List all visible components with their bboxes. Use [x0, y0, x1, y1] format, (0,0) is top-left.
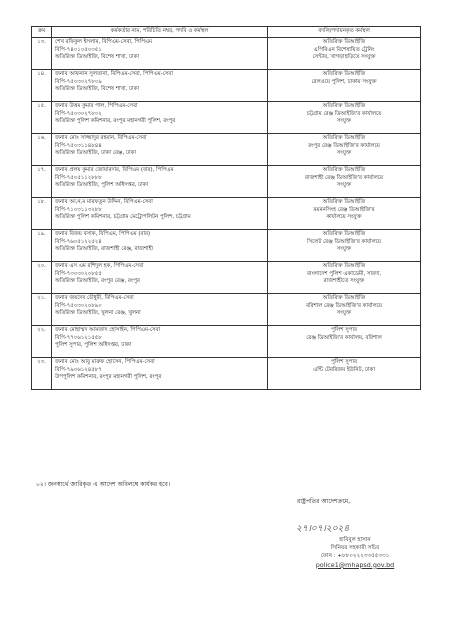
posting-line: সংযুক্ত: [336, 182, 352, 189]
row-officer-details: [52, 230, 268, 262]
officer-detail-line: জনাব আফনান সুলতানা, বিপিএম-সেবা, পিপিএম-সেবা: [55, 71, 173, 77]
officer-detail-line: জনাব বিজয় বসাক, বিপিএম, পিপিএম (বার): [55, 231, 151, 237]
table-row: [32, 326, 421, 358]
row-serial: ১৮.: [32, 198, 52, 230]
officer-detail-line: জনাব এস এম রশিদুল হক, পিপিএম-সেবা: [55, 263, 144, 269]
posting-line: রাজশাহীতে সংযুক্ত: [323, 278, 365, 285]
officer-detail-line: বিপি-৭৫০৩০২৭৮০২: [55, 110, 102, 117]
row-officer-details: [52, 134, 268, 166]
table-row: [32, 294, 421, 326]
row-posting: [268, 262, 421, 294]
row-posting: [268, 198, 421, 230]
posting-line: ময়মনসিংহ রেঞ্জ ডিআইজি'র: [313, 206, 375, 213]
posting-line: অতিরিক্ত ডিআইজি: [322, 199, 366, 205]
row-officer-details: [52, 70, 268, 102]
signatory-name: হাবিবুল হাসান: [339, 537, 371, 543]
signatory-email[interactable]: police1@mhapsd.gov.bd: [315, 560, 395, 569]
posting-line: অতিরিক্ত ডিআইজি: [322, 263, 366, 269]
posting-line: সেন্টার, খাগড়াছড়িতে সংযুক্ত: [312, 54, 376, 61]
table-row: [32, 358, 421, 390]
row-posting: [268, 294, 421, 326]
officer-detail-line: জনাব মোহাম্মদ আমজাদ হোসাইন, পিপিএম-সেবা: [55, 327, 161, 333]
officer-detail-line: বিপি-৭৩০৩০২০৮৫৫: [55, 270, 102, 277]
row-serial: ১৫.: [32, 102, 52, 134]
officer-detail-line: শেখ রফিকুল ইসলাম, বিপিএম-সেবা, পিপিএম: [55, 39, 152, 45]
row-officer-details: [52, 38, 268, 70]
posting-line: অতিরিক্ত ডিআইজি: [322, 135, 366, 141]
posting-line: অতিরিক্ত ডিআইজি: [322, 103, 366, 109]
signature-block: [290, 526, 420, 570]
officer-detail-line: বিপি-৭৯০৬১২৪৫৮৭: [55, 366, 102, 373]
posting-line: অতিরিক্ত ডিআইজি: [322, 295, 366, 301]
posting-line: পুলিশ সুপার: [331, 327, 357, 333]
row-officer-details: [52, 358, 268, 390]
officer-detail-line: বিপি-৭৭০৬১২১৫৫৮: [55, 334, 102, 341]
row-posting: [268, 134, 421, 166]
row-officer-details: [52, 198, 268, 230]
posting-line: অতিরিক্ত ডিআইজি: [322, 231, 366, 237]
officer-detail-line: জনাব উত্তম কুমার পাল, পিপিএম-সেবা: [55, 103, 138, 109]
header-serial: ক্রম: [32, 27, 52, 38]
posting-line: অতিরিক্ত ডিআইজি: [322, 167, 366, 173]
posting-line: সংযুক্ত: [336, 246, 352, 253]
row-serial: ১৯.: [32, 230, 52, 262]
officer-detail-line: অতিরিক্ত ডিআইজি, ঢাকা রেঞ্জ, ঢাকা: [55, 150, 136, 157]
row-serial: ২৩.: [32, 358, 52, 390]
row-posting: [268, 38, 421, 70]
row-officer-details: [52, 102, 268, 134]
posting-line: সংযুক্ত: [336, 150, 352, 157]
row-serial: ১৬.: [32, 134, 52, 166]
table-row: [32, 70, 421, 102]
officer-detail-line: অতিরিক্ত পুলিশ কমিশনার, চট্টগ্রাম মেট্রোপলিটন পুলিশ, চট্টগ্রাম: [55, 214, 191, 221]
table-header-row: [32, 27, 421, 38]
officer-detail-line: জনাব আ,ন,ম মারফতুন উদ্দিন, বিপিএম-সেবা: [55, 199, 153, 205]
row-serial: ২০.: [32, 262, 52, 294]
table-row: [32, 166, 421, 198]
officer-detail-line: অতিরিক্ত ডিআইজি, পুলিশ অধিদপ্তর, ঢাকা: [55, 182, 149, 189]
posting-line: সিলেট রেঞ্জ ডিআইজি'র কার্যালয়ে: [307, 238, 381, 245]
table-row: [32, 38, 421, 70]
officer-detail-line: অতিরিক্ত ডিআইজি, রাজশাহী রেঞ্জ, রাজশাহী: [55, 246, 153, 253]
posting-line: এন্টি টেররিজম ইউনিট, ঢাকা: [313, 366, 375, 373]
signatory-title: সিনিয়র সহকারী সচিব: [330, 545, 380, 552]
officer-detail-line: বিপি-৭৪০১০৫০৩৫১: [55, 46, 102, 53]
officer-detail-line: অতিরিক্ত পুলিশ কমিশনার, রংপুর মহানগরী পুলিশ, রংপুর: [55, 118, 176, 125]
posting-line: সংযুক্ত: [336, 118, 352, 125]
officer-detail-line: জনাব মোঃ আবু মারুফ হোসেন, পিপিএম-সেবা: [55, 359, 155, 365]
officer-detail-line: বিপি-৭৫০৩০২৭৮০৯: [55, 78, 102, 85]
header-officer: কর্মকর্তার নাম, পরিচিতি নম্বর, পদবি ও কর্মস্থল: [52, 27, 268, 38]
officer-detail-line: বিপি-৭৫০৩০২০৮৯০: [55, 302, 102, 309]
officer-detail-line: বিপি-৭১০৩১১৩২৮৮: [55, 206, 102, 213]
posting-line: পুলিশ সুপার: [331, 359, 357, 365]
header-posting: বদলি/পদায়নকৃত কর্মস্থল: [268, 27, 421, 38]
officer-transfer-table: [31, 26, 421, 390]
row-posting: [268, 70, 421, 102]
officer-detail-line: বিপি-৭৫০৫১১২৮৮৮: [55, 174, 102, 181]
row-officer-details: [52, 262, 268, 294]
row-serial: ২১.: [32, 294, 52, 326]
posting-line: রেঞ্জ ডিআইজি'র কার্যালয়, বরিশাল: [306, 334, 382, 341]
officer-detail-line: জনাব জয়দেব চৌধুরী, বিপিএম-সেবা: [55, 295, 134, 301]
signatory-phone: ফোন : +৮৮০২২২৩৩৫৫৩৩১: [320, 553, 390, 560]
posting-line: বাংলাদেশ পুলিশ একাডেমী, সারদা,: [306, 270, 382, 277]
posting-line: অতিরিক্ত ডিআইজি: [322, 39, 366, 45]
table-row: [32, 134, 421, 166]
row-serial: ২২.: [32, 326, 52, 358]
officer-detail-line: পুলিশ সুপার, পুলিশ অধিদপ্তর, ঢাকা: [55, 342, 132, 349]
row-posting: [268, 102, 421, 134]
officer-detail-line: অতিরিক্ত ডিআইজি, রংপুর রেঞ্জ, রংপুর: [55, 278, 140, 285]
posting-line: সংযুক্ত: [336, 310, 352, 317]
row-officer-details: [52, 326, 268, 358]
officer-detail-line: জনাব মোঃ সাজ্জাদুর রহমান, বিপিএম-সেবা: [55, 135, 147, 141]
posting-line: রাজশাহী রেঞ্জ ডিআইজি'র কার্যালয়ে: [304, 174, 384, 181]
officer-detail-line: অতিরিক্ত ডিআইজি, খুলনা রেঞ্জ, খুলনা: [55, 310, 141, 317]
posting-line: কার্যালয়ে সংযুক্ত: [326, 214, 362, 221]
row-serial: ১৭.: [32, 166, 52, 198]
posting-line: চট্টগ্রাম রেঞ্জ ডিআইজি'র কার্যালয়ে: [306, 110, 382, 117]
officer-detail-line: বিপি-৭৫০৩১১৪৮৪৪: [55, 142, 102, 149]
table-row: [32, 262, 421, 294]
table-row: [32, 230, 421, 262]
posting-line: রেলওয়ে পুলিশ, ঢাকায় সংযুক্ত: [311, 78, 377, 85]
row-serial: ১৩.: [32, 38, 52, 70]
row-officer-details: [52, 166, 268, 198]
order-line: রাষ্ট্রপতির আদেশক্রমে,: [297, 498, 351, 505]
handwritten-signature: ২৭।০৭।২০২৪: [296, 524, 350, 534]
row-posting: [268, 166, 421, 198]
officer-detail-line: অতিরিক্ত ডিআইজি, বিশেষ শাখা, ঢাকা: [55, 54, 139, 61]
posting-line: অতিরিক্ত ডিআইজি: [322, 71, 366, 77]
posting-line: বরিশাল রেঞ্জ ডিআইজি'র কার্যালয়ে: [306, 302, 382, 309]
row-officer-details: [52, 294, 268, 326]
row-posting: [268, 326, 421, 358]
table-row: [32, 198, 421, 230]
implementation-note: ০২। জনস্বার্থে জারিকৃত এ আদেশ অবিলম্বে কার্যকর হবে।: [36, 481, 171, 488]
row-posting: [268, 230, 421, 262]
officer-detail-line: উপপুলিশ কমিশনার, রংপুর মহানগরী পুলিশ, রংপুর: [55, 374, 162, 381]
table-row: [32, 102, 421, 134]
officer-detail-line: অতিরিক্ত ডিআইজি, বিশেষ শাখা, ঢাকা: [55, 86, 139, 93]
officer-detail-line: বিপি-৭৬০৫১২২৫২৪: [55, 238, 102, 245]
posting-line: এপিবিএন বিশেষায়িত ট্রেনিং: [313, 46, 375, 53]
officer-detail-line: জনাব প্রলয় কুমার জোয়ারদার, বিপিএম (বার), পিপিএম: [55, 167, 174, 173]
row-serial: ১৪.: [32, 70, 52, 102]
row-posting: [268, 358, 421, 390]
table-body: [32, 38, 421, 390]
posting-line: রংপুর রেঞ্জ ডিআইজি'র কার্যালয়ে: [308, 142, 380, 149]
